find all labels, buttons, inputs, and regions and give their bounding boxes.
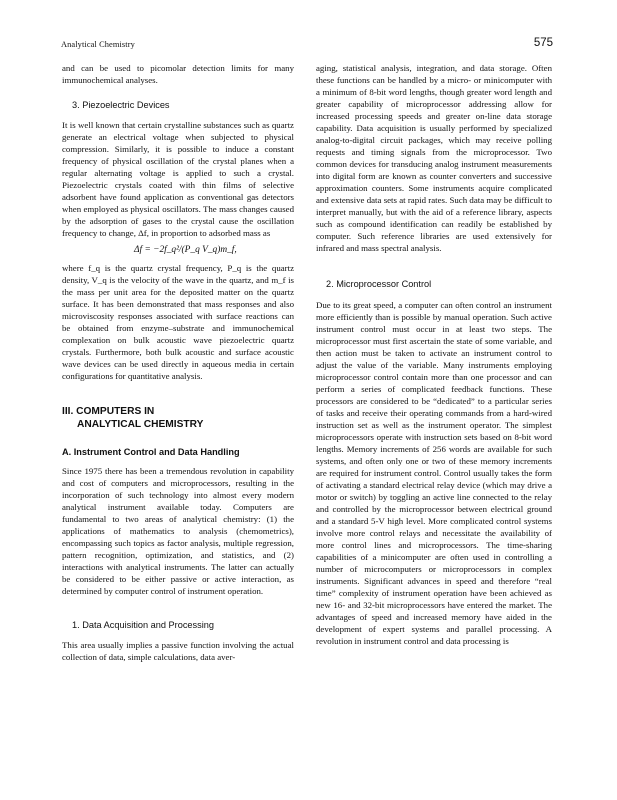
running-title: Analytical Chemistry bbox=[61, 40, 135, 49]
left-column bbox=[62, 62, 294, 663]
paragraph-microprocessor: Due to its great speed, a computer can often control an instrument more efficiently than is possible by manual operation. Such active instrument control must occur in at least two steps. The microprocessor must first ascertain the state of some variable, and then action must be taken to activate an instrument control to adjust the value of the variable. Many instruments employing microprocessor control contain more than one processor and can perform a series of complicated feedback functions. These processors are considered to be “dedicated” to a particular series of tasks and receive their operating commands from a hard-wired instruction set as well as the instrument operator. The simplest microprocessors operate with instruction sets based on 8-bit word lengths. Memory increments of 256 words are available for such systems, and often only one or two of these memory increments are required for instrument control. Control usually takes the form of activating a standard electrical relay device (which may drive a motor or switch) by toggling an active line connected to the relay and controlled by the microprocessor between electrical ground and a standard 5-V high level. More complicated control systems involve more control relays and necessitate the availability of more control lines and microprocessors. The time-sharing capabilities of a minicomputer are often used in controlling a number of microcomputers or microprocessors in complex instruments. Significant advances in speed and therefore “real time” complexity of instrument operation have been achieved as new 16- and 32-bit microprocessors have entered the market. The advantages of speed and increased memory have aided in the development of expert systems and parallel processing. A revolution in instrument control and data processing is bbox=[316, 300, 552, 646]
subsection-heading-instrument-control: A. Instrument Control and Data Handling bbox=[62, 447, 240, 457]
paragraph-where: where f_q is the quartz crystal frequency, P_q is the quartz density, V_q is the velocity of the wave in the quartz, and m_f is the mass per unit area for the deposited matter on the quartz surface. It has been demonstrated that mass responses and also microviscosity responses associated with surface reactions can be obtained from enzyme–substrate and immunochemical complexation on bulk acoustic wave piezoelectric quartz crystals. Furthermore, both bulk acoustic and surface acoustic wave devices can be used directly in aqueous media in certain configurations for quantitative analysis. bbox=[62, 263, 294, 381]
subsection-heading-piezoelectric: 3. Piezoelectric Devices bbox=[72, 100, 170, 110]
paragraph-since-1975: Since 1975 there has been a tremendous revolution in capability and cost of computers and microprocessors, resulting in the incorporation of such technology into almost every modern analytical instrument available today. Computers are fundamental to two areas of analytical chemistry: (1) the applications of mathematics to analysis (chemometrics), encompassing such topics as factor analysis, multiple regression, pattern recognition, optimization, and statistics, and (2) interactions with analytical instruments. The latter can actually be considered to be either passive or active interaction, as determined by computer control of instrument operation. bbox=[62, 466, 294, 596]
right-column bbox=[316, 62, 552, 647]
subsection-heading-data-acquisition: 1. Data Acquisition and Processing bbox=[72, 620, 214, 630]
section-heading-line1: III. COMPUTERS IN bbox=[62, 406, 155, 417]
paragraph-data-acquisition: This area usually implies a passive function involving the actual collection of data, simple calculations, data aver- bbox=[62, 640, 294, 662]
paragraph-aging: aging, statistical analysis, integration, and data storage. Often these functions can be handled by a micro- or minicomputer with a minimum of 8-bit word lengths, though greater word length and greater capability of microprocessor addressing allow for increased processing speeds and greater on-line data storage capability. Data acquisition is usually performed by specialized analog-to-digital circuit packages, which may receive polling requests and timing signals from the microprocessor. Two common devices for transducing analog instrument measurements into digital form are known as counter converters and successive approximation counters. Some instruments acquire complicated and extensive data sets at rapid rates. Such data may be difficult to interpret manually, but with the aid of a reference library, aspects such as compound identification can readily be established by computer. Such reference libraries are used extensively for infrared and mass spectral analysis. bbox=[316, 63, 552, 253]
page-number: 575 bbox=[533, 37, 553, 49]
paragraph-piezoelectric: It is well known that certain crystalline substances such as quartz generate an electrical voltage when subjected to physical compression. Similarly, it is possible to induce a constant frequency of physical oscillation of the crystal planes when a regular alternating voltage is applied to such a crystal. Piezoelectric crystals coated with thin films of selective adsorbent have found application as conventional gas detectors when employed as physical oscillators. The mass changes caused by the adsorption of gases to the crystal cause the oscillation frequency to change, Δf, in proportion to adsorbed mass as bbox=[62, 120, 294, 238]
paragraph-intro: and can be used to picomolar detection limits for many immunochemical analyses. bbox=[62, 63, 294, 85]
equation-frequency-shift: Δf = −2f_q²/(P_q V_q)m_f, bbox=[134, 245, 237, 255]
section-heading-computers bbox=[62, 406, 294, 431]
subsection-heading-microprocessor: 2. Microprocessor Control bbox=[326, 279, 432, 289]
section-heading-line2: ANALYTICAL CHEMISTRY bbox=[77, 418, 204, 430]
